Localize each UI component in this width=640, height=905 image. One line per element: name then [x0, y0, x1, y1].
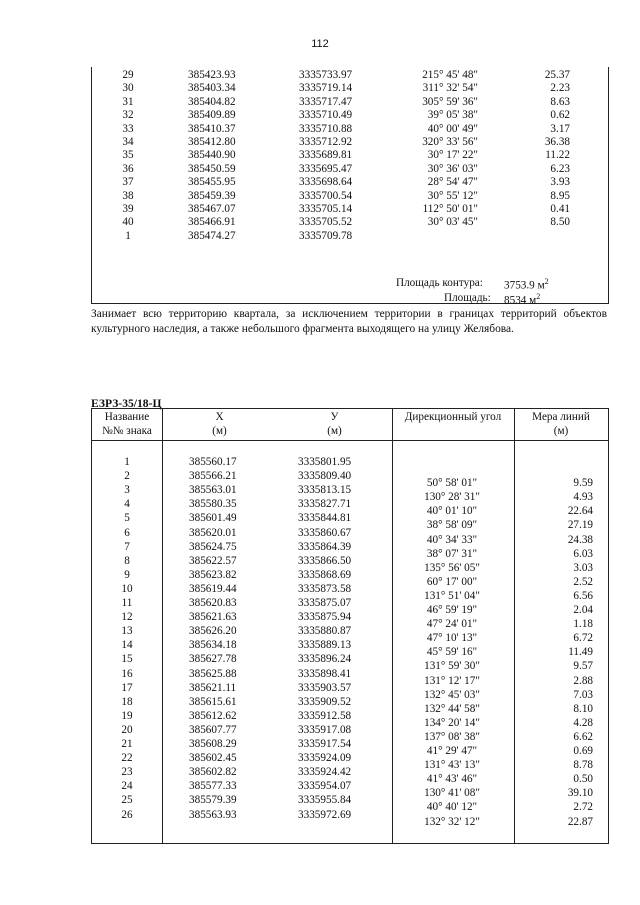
- table-row: [92, 136, 608, 149]
- page-number: 112: [311, 38, 329, 50]
- line-length: 4.93: [573, 491, 593, 504]
- y-coordinate: 3335924.09: [298, 752, 352, 765]
- x-coordinate: 385403.34: [188, 82, 236, 95]
- y-coordinate: 3335700.54: [299, 189, 353, 202]
- point-number: 3: [124, 484, 130, 497]
- directional-angle: 50° 58' 01": [426, 477, 478, 490]
- point-number: 29: [122, 69, 134, 81]
- x-coordinate: 385624.75: [189, 540, 237, 553]
- y-coordinate: 3335866.50: [298, 554, 352, 567]
- directional-angle: 47° 10' 13": [426, 632, 478, 645]
- y-coordinate: 3335903.57: [298, 681, 352, 694]
- x-coordinate: 385626.20: [189, 625, 237, 638]
- directional-angle: 40° 34' 33": [426, 533, 478, 546]
- table-row: [92, 69, 608, 82]
- table-row: [92, 123, 608, 136]
- directional-angle: 60° 17' 00": [426, 575, 478, 588]
- y-coordinate: 3335896.24: [298, 653, 352, 666]
- y-coordinate: 3335801.95: [298, 456, 352, 468]
- x-coordinate: 385466.91: [188, 216, 236, 229]
- x-coordinate: 385459.39: [188, 189, 236, 202]
- line-length: 22.87: [567, 815, 593, 828]
- x-coordinate: 385612.62: [189, 709, 237, 722]
- directional-angle: 132° 45' 03": [424, 688, 480, 701]
- directional-angle: 311° 32' 54": [422, 82, 478, 95]
- x-coordinate: 385620.83: [189, 597, 237, 609]
- y-coordinate: 3335898.41: [298, 667, 352, 680]
- directional-angle: 112° 50' 01": [422, 203, 478, 215]
- table-row: [92, 176, 608, 189]
- line-length: 6.72: [573, 632, 593, 645]
- point-number: 19: [121, 709, 133, 722]
- directional-angle: 28° 54' 47": [427, 176, 478, 189]
- y-coordinate: 3335733.97: [299, 69, 353, 81]
- x-coordinate: 385455.95: [188, 176, 236, 189]
- y-coordinate: 3335868.69: [298, 568, 352, 581]
- x-coordinate: 385625.88: [189, 667, 237, 680]
- table-row: [92, 163, 608, 176]
- table-row: [92, 149, 608, 162]
- y-coordinate: 3335909.52: [298, 695, 352, 708]
- directional-angle: 131° 59' 30": [424, 660, 480, 673]
- point-number: 18: [121, 695, 133, 708]
- y-coordinate: 3335912.58: [298, 709, 352, 722]
- line-length: 7.03: [573, 688, 593, 701]
- point-number: 5: [124, 512, 130, 525]
- point-number: 4: [124, 498, 130, 511]
- line-length: 0.69: [573, 745, 593, 757]
- line-length: 2.88: [573, 674, 593, 687]
- directional-angle: 38° 07' 31": [426, 547, 478, 560]
- directional-angle: 131° 43' 13": [424, 759, 480, 772]
- point-number: 25: [121, 794, 133, 807]
- point-number: 17: [121, 681, 133, 694]
- x-coordinate: 385467.07: [188, 203, 236, 215]
- x-coordinate: 385621.11: [189, 681, 237, 694]
- y-coordinate: 3335710.88: [299, 122, 353, 135]
- directional-angle: 46° 59' 19": [426, 604, 478, 616]
- point-number: 26: [121, 808, 133, 821]
- line-length: 1.18: [573, 618, 593, 631]
- point-number: 16: [121, 667, 133, 680]
- directional-angle: 305° 59' 36": [422, 95, 478, 108]
- line-length: 2.04: [573, 604, 593, 616]
- y-coordinate: 3335719.14: [299, 82, 353, 95]
- directional-angle: 45° 59' 16": [426, 646, 478, 659]
- line-length: 3.03: [573, 561, 593, 574]
- segment-row: [92, 815, 608, 829]
- point-number: 23: [121, 766, 133, 779]
- table-row: [92, 230, 608, 243]
- x-coordinate: 385404.82: [188, 95, 236, 108]
- line-length: 8.95: [550, 189, 570, 202]
- y-coordinate: 3335917.54: [298, 738, 352, 750]
- directional-angle: 131° 12' 17": [424, 674, 480, 687]
- directional-angle: 131° 51' 04": [424, 589, 480, 602]
- x-coordinate: 385627.78: [189, 653, 237, 666]
- point-number: 21: [121, 738, 133, 750]
- line-length: 6.03: [573, 547, 593, 560]
- line-length: 8.63: [550, 95, 570, 108]
- point-number: 13: [121, 625, 133, 638]
- x-coordinate: 385410.37: [188, 122, 236, 135]
- line-length: 6.62: [573, 730, 593, 743]
- line-length: 0.41: [550, 203, 570, 215]
- y-coordinate: 3335695.47: [299, 162, 353, 175]
- x-coordinate: 385579.39: [189, 794, 237, 807]
- line-length: 27.19: [567, 519, 593, 532]
- line-length: 4.28: [573, 716, 593, 729]
- point-number: 31: [122, 95, 134, 108]
- y-coordinate: 3335712.92: [299, 136, 353, 148]
- point-number: 24: [121, 780, 133, 793]
- x-coordinate: 385621.63: [189, 611, 237, 624]
- point-number: 37: [122, 176, 134, 189]
- x-coordinate: 385619.44: [189, 582, 237, 595]
- x-coordinate: 385474.27: [188, 229, 236, 242]
- header-divider: [92, 440, 608, 441]
- y-coordinate: 3335709.78: [299, 229, 353, 242]
- line-length: 36.38: [544, 136, 570, 148]
- point-number: 35: [122, 149, 134, 162]
- y-coordinate: 3335917.08: [298, 723, 352, 736]
- x-coordinate: 385560.17: [189, 456, 237, 468]
- line-length: 6.23: [550, 162, 570, 175]
- directional-angle: 30° 55' 12": [427, 189, 478, 202]
- zone-description: Занимает всю территорию квартала, за исключением территории в границах территорий объектов культурного наследия, а также небольшого фрагмента выходящего на улицу Желябова.: [91, 308, 607, 335]
- line-length: 3.93: [550, 176, 570, 189]
- x-coordinate: 385622.57: [189, 554, 237, 567]
- line-length: 2.52: [573, 575, 593, 588]
- directional-angle: 40° 00' 49": [427, 122, 478, 135]
- y-coordinate: 3335924.42: [298, 766, 352, 779]
- x-coordinate: 385409.89: [188, 109, 236, 122]
- point-number: 8: [124, 554, 130, 567]
- y-coordinate: 3335972.69: [298, 808, 352, 821]
- coordinates-table: [91, 408, 609, 844]
- line-length: 39.10: [567, 787, 593, 800]
- x-coordinate: 385563.01: [189, 484, 237, 497]
- directional-angle: 137° 08' 38": [424, 730, 480, 743]
- point-number: 9: [124, 568, 130, 581]
- x-coordinate: 385615.61: [189, 695, 237, 708]
- point-number: 34: [122, 136, 134, 148]
- directional-angle: 130° 28' 31": [424, 491, 480, 504]
- x-coordinate: 385566.21: [189, 470, 237, 483]
- y-coordinate: 3335705.52: [299, 216, 353, 229]
- directional-angle: 30° 17' 22": [427, 149, 478, 162]
- directional-angle: 40° 01' 10": [426, 505, 478, 518]
- x-coordinate: 385580.35: [189, 498, 237, 511]
- y-coordinate: 3335813.15: [298, 484, 352, 497]
- coordinates-table-continued: [91, 67, 609, 307]
- y-coordinate: 3335873.58: [298, 582, 352, 595]
- x-coordinate: 385440.90: [188, 149, 236, 162]
- table-row: [92, 190, 608, 203]
- header-angle: Дирекционный угол: [404, 411, 502, 423]
- y-coordinate: 3335827.71: [298, 498, 352, 511]
- table-row: [92, 203, 608, 216]
- point-number: 40: [122, 216, 134, 229]
- directional-angle: 41° 29' 47": [426, 745, 478, 757]
- x-coordinate: 385623.82: [189, 568, 237, 581]
- point-number: 39: [122, 203, 134, 215]
- point-number: 36: [122, 162, 134, 175]
- point-number: 1: [124, 456, 130, 468]
- directional-angle: 320° 33' 56": [422, 136, 478, 148]
- point-number: 32: [122, 109, 134, 122]
- point-number: 38: [122, 189, 134, 202]
- line-length: 22.64: [567, 505, 593, 518]
- x-coordinate: 385577.33: [189, 780, 237, 793]
- y-coordinate: 3335954.07: [298, 780, 352, 793]
- line-length: 8.78: [573, 759, 593, 772]
- contour-area-value: 3753.9 $м^2$: [504, 277, 549, 292]
- point-number: 20: [121, 723, 133, 736]
- x-coordinate: 385601.49: [189, 512, 237, 525]
- header-name: Название №№ знака: [102, 411, 152, 437]
- y-coordinate: 3335698.64: [299, 176, 353, 189]
- directional-angle: 132° 44' 58": [424, 702, 480, 715]
- header-y: У (м): [327, 411, 342, 437]
- x-coordinate: 385608.29: [189, 738, 237, 750]
- table-row: [92, 82, 608, 95]
- x-coordinate: 385607.77: [189, 723, 237, 736]
- y-coordinate: 3335860.67: [298, 526, 352, 539]
- point-number: 2: [124, 470, 130, 483]
- x-coordinate: 385620.01: [189, 526, 237, 539]
- table-row: [92, 455, 608, 469]
- x-coordinate: 385412.80: [188, 136, 236, 148]
- contour-area-label: Площадь контура:: [396, 277, 483, 289]
- line-length: 0.50: [573, 773, 593, 786]
- x-coordinate: 385634.18: [189, 639, 237, 652]
- line-length: 25.37: [544, 69, 570, 81]
- table-row: [92, 216, 608, 229]
- area-value: 8534 $м^2$: [504, 292, 541, 307]
- point-number: 33: [122, 122, 134, 135]
- directional-angle: 135° 56' 05": [424, 561, 480, 574]
- y-coordinate: 3335689.81: [299, 149, 353, 162]
- table-row: [92, 96, 608, 109]
- point-number: 6: [124, 526, 130, 539]
- directional-angle: 38° 58' 09": [426, 519, 478, 532]
- y-coordinate: 3335705.14: [299, 203, 353, 215]
- y-coordinate: 3335875.07: [298, 597, 352, 609]
- y-coordinate: 3335809.40: [298, 470, 352, 483]
- x-coordinate: 385563.93: [189, 808, 237, 821]
- y-coordinate: 3335844.81: [298, 512, 352, 525]
- directional-angle: 134° 20' 14": [424, 716, 480, 729]
- point-number: 30: [122, 82, 134, 95]
- line-length: 6.56: [573, 589, 593, 602]
- table-row: [92, 109, 608, 122]
- directional-angle: 130° 41' 08": [424, 787, 480, 800]
- directional-angle: 30° 03' 45": [427, 216, 478, 229]
- point-number: 14: [121, 639, 133, 652]
- line-length: 9.59: [573, 477, 593, 490]
- header-distance: Мера линий (м): [532, 411, 590, 437]
- section-title: ЕЗРЗ-35/18-Ц: [91, 397, 162, 410]
- directional-angle: 47° 24' 01": [426, 618, 478, 631]
- y-coordinate: 3335875.94: [298, 611, 352, 624]
- x-coordinate: 385423.93: [188, 69, 236, 81]
- line-length: 11.22: [545, 149, 570, 162]
- point-number: 1: [125, 229, 131, 242]
- directional-angle: 39° 05' 38": [427, 109, 478, 122]
- line-length: 2.72: [573, 801, 593, 814]
- point-number: 12: [121, 611, 133, 624]
- header-x: X (м): [212, 411, 227, 437]
- x-coordinate: 385602.82: [189, 766, 237, 779]
- directional-angle: 41° 43' 46": [426, 773, 478, 786]
- directional-angle: 40° 40' 12": [426, 801, 478, 814]
- point-number: 15: [121, 653, 133, 666]
- line-length: 0.62: [550, 109, 570, 122]
- point-number: 22: [121, 752, 133, 765]
- y-coordinate: 3335864.39: [298, 540, 352, 553]
- x-coordinate: 385450.59: [188, 162, 236, 175]
- area-label: Площадь:: [444, 292, 491, 304]
- y-coordinate: 3335880.87: [298, 625, 352, 638]
- point-number: 10: [121, 582, 133, 595]
- x-coordinate: 385602.45: [189, 752, 237, 765]
- directional-angle: 30° 36' 03": [427, 162, 478, 175]
- y-coordinate: 3335710.49: [299, 109, 353, 122]
- line-length: 11.49: [568, 646, 593, 659]
- line-length: 9.57: [573, 660, 593, 673]
- y-coordinate: 3335717.47: [299, 95, 353, 108]
- directional-angle: 132° 32' 12": [424, 815, 480, 828]
- line-length: 8.50: [550, 216, 570, 229]
- line-length: 3.17: [550, 122, 570, 135]
- directional-angle: 215° 45' 48": [422, 69, 478, 81]
- line-length: 8.10: [573, 702, 593, 715]
- y-coordinate: 3335955.84: [298, 794, 352, 807]
- line-length: 24.38: [567, 533, 593, 546]
- line-length: 2.23: [550, 82, 570, 95]
- point-number: 11: [121, 597, 133, 609]
- point-number: 7: [124, 540, 130, 553]
- y-coordinate: 3335889.13: [298, 639, 352, 652]
